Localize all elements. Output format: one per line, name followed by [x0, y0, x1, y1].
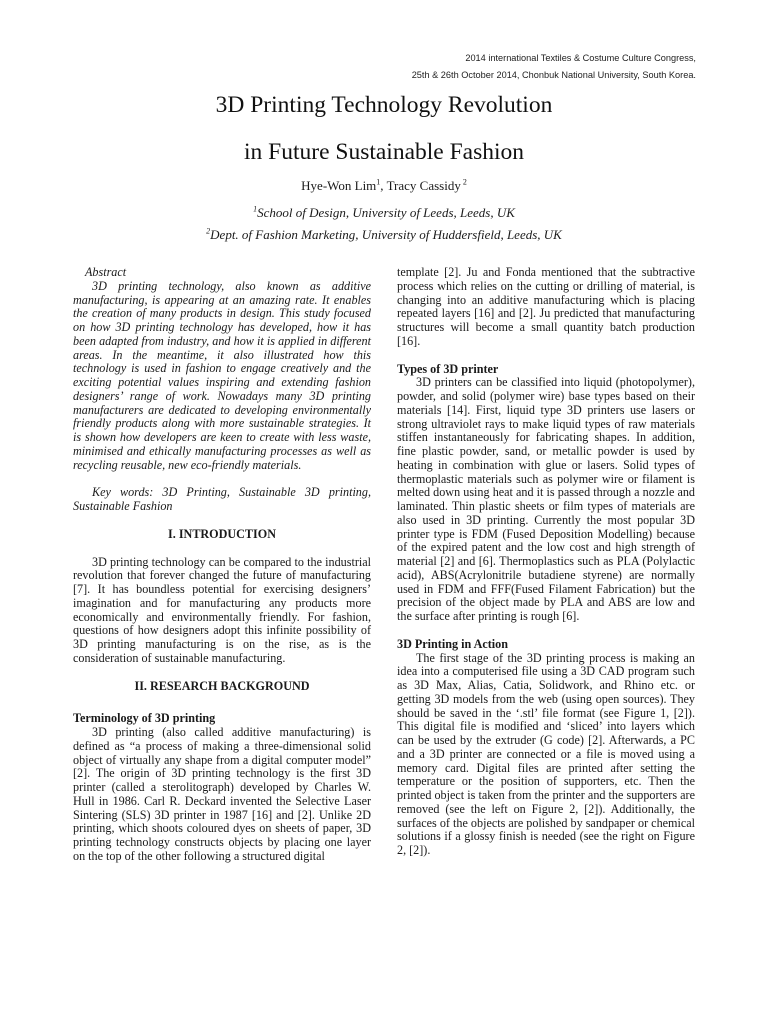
right-column: [397, 266, 695, 858]
conference-header-line2: 25th & 26th October 2014, Chonbuk National University, South Korea.: [411, 70, 696, 80]
author-name: Hye-Won Lim: [301, 178, 377, 193]
author-affil-marker: 1: [376, 177, 381, 187]
conference-header-line1: 2014 international Textiles & Costume Culture Congress,: [465, 53, 696, 63]
affiliation-text: School of Design, University of Leeds, Leeds, UK: [257, 205, 515, 220]
author-list: [0, 178, 768, 194]
affiliation: [0, 205, 768, 221]
terminology-paragraph: 3D printing (also called additive manufacturing) is defined as “a process of making a three-dimensional solid object of virtually any shape from a digital computer model” [2]. The origin of 3D printing technology is the first 3D printer (called a sterolitograph) developed by Charles W. Hull in 1986. Carl R. Deckard invented the Selective Laser Sintering (SLS) 3D printer in 1987 [16] and [2]. Unlike 2D printing, which shoots coloured dyes on sheets of paper, 3D printing technology constructs objects by placing one layer on the top of the other following a structured digital: [73, 725, 371, 863]
section-heading: I. INTRODUCTION: [168, 526, 276, 541]
terminology-continued: template [2]. Ju and Fonda mentioned that the subtractive process which relies on the cutting or drilling of material, is changing into an additive manufacturing which is placing repeated layers [16] and [2]. Ju predicted that manufacturing structures will become a small quantity batch production [16].: [397, 265, 695, 348]
conference-header: [412, 50, 696, 84]
paper-title-line1: 3D Printing Technology Revolution: [215, 92, 553, 118]
subsection-heading: 3D Printing in Action: [397, 636, 508, 651]
action-paragraph: The first stage of the 3D printing process is making an idea into a computerised file using a 3D CAD program such as 3D Max, Alias, Catia, Solidwork, and Rhino etc. or getting 3D models from the web (using open sources). They should be saved in the ‘.stl’ file format (see Figure 1, [2]). This digital file is modified and ‘sliced’ into layers which can be used by the extruder (G code) [2]. Afterwards, a PC and a 3D printer are connected or a file is moved using a memory card. Digital files are printed after setting the temperature or the position of supporters, etc. Then the printed object is taken from the printer and the supporters are removed (see the left on Figure 2, [2]). Additionally, the surfaces of the objects are polished by sandpaper or chemical solutions if a glossy finish is needed (see the right on Figure 2, [2]).: [397, 650, 695, 857]
affiliation-text: Dept. of Fashion Marketing, University of Huddersfield, Leeds, UK: [210, 227, 562, 242]
subsection-heading: Types of 3D printer: [397, 361, 499, 376]
types-paragraph: 3D printers can be classified into liquid (photopolymer), powder, and solid (polymer wire) base types based on their materials [14]. First, liquid type 3D printers use lasers or strong ultraviolet rays to make liquid types of raw materials stiffen instantaneously for fabricating shapes. In addition, fine plastic powder, sand, or metallic powder is used by heating in combination with glue or lasers. Solid types of thermoplastic materials such as polymer wire or filament is melted down using heat and it is passed through a nozzle and laminated. Thin plastic sheets or film types of materials are also used in 3D printing. Currently the most popular 3D printer type is FDM (Fused Deposition Modelling) because of the expired patent and the low cost and high strength of material [2] and [6]. Thermoplastics such as PLA (Polylactic acid), ABS(Acrylonitrile butadiene styrene) are normally used in FDM and FFF(Fused Filament Fabrication) but the precision of the object made by PLA and ABS are low and the surface after printing is rough [6].: [397, 375, 695, 623]
author-separator: ,: [380, 178, 387, 193]
subsection-heading: Terminology of 3D printing: [73, 711, 216, 726]
left-column: [73, 266, 371, 864]
keywords: Key words: 3D Printing, Sustainable 3D printing, Sustainable Fashion: [73, 485, 371, 513]
affiliation-marker: 2: [206, 226, 211, 236]
author-name: Tracy Cassidy: [386, 178, 461, 193]
affiliation: [0, 227, 768, 243]
section-heading: II. RESEARCH BACKGROUND: [134, 678, 310, 693]
abstract-body: 3D printing technology, also known as additive manufacturing, is appearing at an amazing rate. It enables the creation of many products in design. This study focused on how 3D printing technology has developed, how it has been adapted from industry, and how it is applied in different areas. In the meantime, it also illustrated how this technology is used in fashion to engage creatively and the exciting potential values inspiring and extending fashion designers’ range of work. Nowadays many 3D printing manufacturers are dedicated to developing environmentally friendly products along with more sustainable strategies. It is shown how developers are keen to create with less waste, minimised and ethically manufacturing processes as well as recycling reusable, new eco-friendly materials.: [73, 278, 371, 472]
paper-title-line2: in Future Sustainable Fashion: [243, 139, 525, 165]
affiliation-marker: 1: [253, 204, 258, 214]
intro-paragraph: 3D printing technology can be compared to the industrial revolution that forever changed the future of manufacturing [7]. It has boundless potential for exercising designers’ imagination and for manufacturing any products more economically and environmentally friendly. For fashion, questions of how designers adopt this infinite possibility of 3D printing manufacturing is on the rise, as is the consideration of sustainable manufacturing.: [73, 554, 371, 665]
abstract-heading: Abstract: [85, 265, 127, 279]
author-affil-marker: 2: [460, 177, 467, 187]
